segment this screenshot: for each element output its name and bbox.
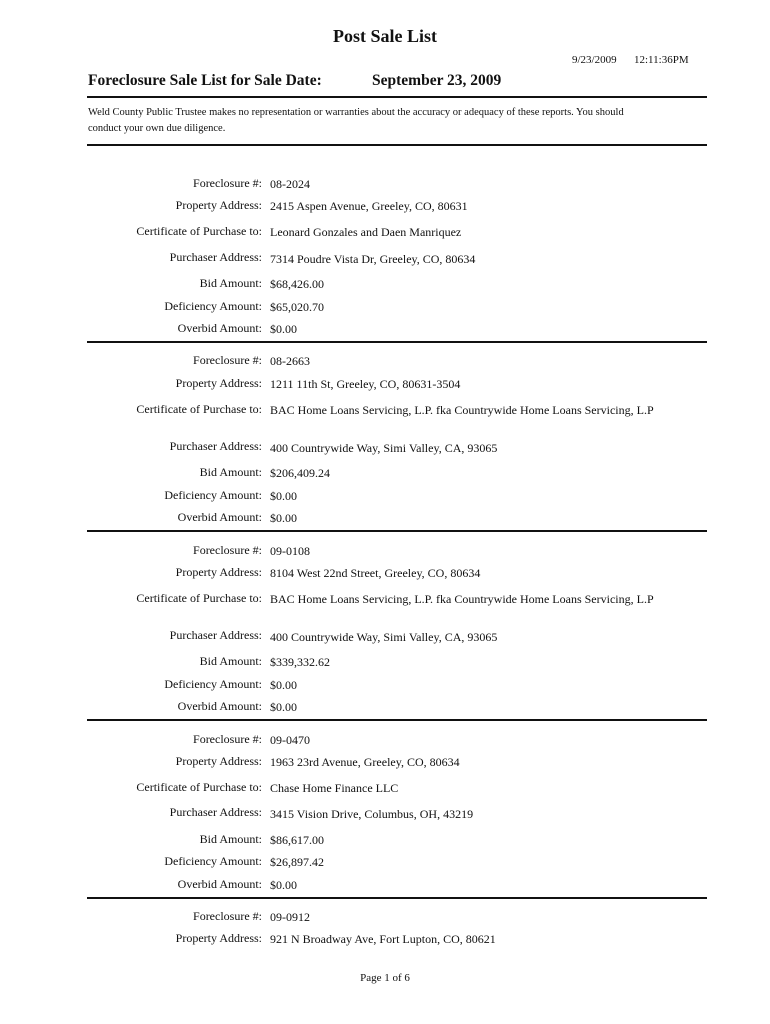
purchaser-address-label: Purchaser Address: (169, 439, 262, 453)
overbid-amount: $0.00 (270, 511, 297, 525)
header-rule (87, 96, 707, 98)
report-time: 12:11:36PM (634, 54, 689, 66)
overbid-amount-label: Overbid Amount: (177, 510, 262, 524)
deficiency-amount: $0.00 (270, 489, 297, 503)
property-address: 1963 23rd Avenue, Greeley, CO, 80634 (270, 755, 460, 769)
sale-date-label: Foreclosure Sale List for Sale Date: (88, 72, 322, 89)
foreclosure-label: Foreclosure #: (193, 909, 262, 923)
bid-amount-label: Bid Amount: (199, 276, 262, 290)
deficiency-amount: $65,020.70 (270, 300, 324, 314)
page-title: Post Sale List (332, 26, 437, 46)
overbid-amount-label: Overbid Amount: (177, 321, 262, 335)
property-address: 921 N Broadway Ave, Fort Lupton, CO, 80621 (270, 932, 496, 946)
property-address-label: Property Address: (175, 754, 262, 768)
purchaser-address-label: Purchaser Address: (169, 805, 262, 819)
foreclosure-number: 09-0108 (270, 544, 310, 558)
foreclosure-number: 08-2663 (270, 354, 310, 368)
bid-amount: $86,617.00 (270, 833, 324, 847)
deficiency-amount-label: Deficiency Amount: (164, 677, 262, 691)
record-divider (87, 530, 707, 532)
property-address: 1211 11th St, Greeley, CO, 80631-3504 (270, 377, 461, 391)
deficiency-amount-label: Deficiency Amount: (164, 854, 262, 868)
certificate-holder: Leonard Gonzales and Daen Manriquez (270, 225, 462, 239)
certificate-label: Certificate of Purchase to: (136, 224, 262, 238)
foreclosure-label: Foreclosure #: (193, 176, 262, 190)
certificate-label: Certificate of Purchase to: (136, 591, 262, 605)
foreclosure-label: Foreclosure #: (193, 543, 262, 557)
certificate-holder: BAC Home Loans Servicing, L.P. fka Countrywide Home Loans Servicing, L.P (270, 592, 654, 606)
purchaser-address: 400 Countrywide Way, Simi Valley, CA, 93065 (270, 630, 498, 644)
disclaimer: Weld County Public Trustee makes no representation or warranties about the accuracy or adequacy of these reports. You should conduct your own due diligence. (88, 107, 624, 134)
foreclosure-number: 08-2024 (270, 177, 310, 191)
certificate-holder: BAC Home Loans Servicing, L.P. fka Countrywide Home Loans Servicing, L.P (270, 403, 654, 417)
property-address-label: Property Address: (175, 198, 262, 212)
foreclosure-label: Foreclosure #: (193, 353, 262, 367)
bid-amount-label: Bid Amount: (199, 465, 262, 479)
purchaser-address-label: Purchaser Address: (169, 628, 262, 642)
certificate-label: Certificate of Purchase to: (136, 402, 262, 416)
record-divider (87, 719, 707, 721)
sale-date-value: September 23, 2009 (372, 72, 502, 89)
record-divider (87, 341, 707, 343)
bid-amount: $206,409.24 (270, 466, 330, 480)
disclaimer-rule (87, 144, 707, 146)
deficiency-amount-label: Deficiency Amount: (164, 488, 262, 502)
foreclosure-label: Foreclosure #: (193, 732, 262, 746)
property-address-label: Property Address: (175, 376, 262, 390)
report-date: 9/23/2009 (572, 54, 617, 66)
bid-amount-label: Bid Amount: (199, 654, 262, 668)
purchaser-address: 3415 Vision Drive, Columbus, OH, 43219 (270, 807, 474, 821)
overbid-amount: $0.00 (270, 878, 297, 892)
overbid-amount: $0.00 (270, 700, 297, 714)
bid-amount-label: Bid Amount: (199, 832, 262, 846)
purchaser-address: 7314 Poudre Vista Dr, Greeley, CO, 80634 (270, 252, 476, 266)
record-divider (87, 897, 707, 899)
deficiency-amount-label: Deficiency Amount: (164, 299, 262, 313)
foreclosure-number: 09-0470 (270, 733, 310, 747)
bid-amount: $339,332.62 (270, 655, 330, 669)
property-address: 8104 West 22nd Street, Greeley, CO, 80634 (270, 566, 481, 580)
overbid-amount: $0.00 (270, 322, 297, 336)
property-address-label: Property Address: (175, 931, 262, 945)
purchaser-address: 400 Countrywide Way, Simi Valley, CA, 93065 (270, 441, 498, 455)
certificate-holder: Chase Home Finance LLC (270, 781, 399, 795)
property-address-label: Property Address: (175, 565, 262, 579)
page-number: Page 1 of 6 (360, 972, 410, 984)
deficiency-amount: $26,897.42 (270, 855, 324, 869)
purchaser-address-label: Purchaser Address: (169, 250, 262, 264)
foreclosure-number: 09-0912 (270, 910, 310, 924)
bid-amount: $68,426.00 (270, 277, 324, 291)
certificate-label: Certificate of Purchase to: (136, 780, 262, 794)
overbid-amount-label: Overbid Amount: (177, 699, 262, 713)
property-address: 2415 Aspen Avenue, Greeley, CO, 80631 (270, 199, 468, 213)
overbid-amount-label: Overbid Amount: (177, 877, 262, 891)
deficiency-amount: $0.00 (270, 678, 297, 692)
